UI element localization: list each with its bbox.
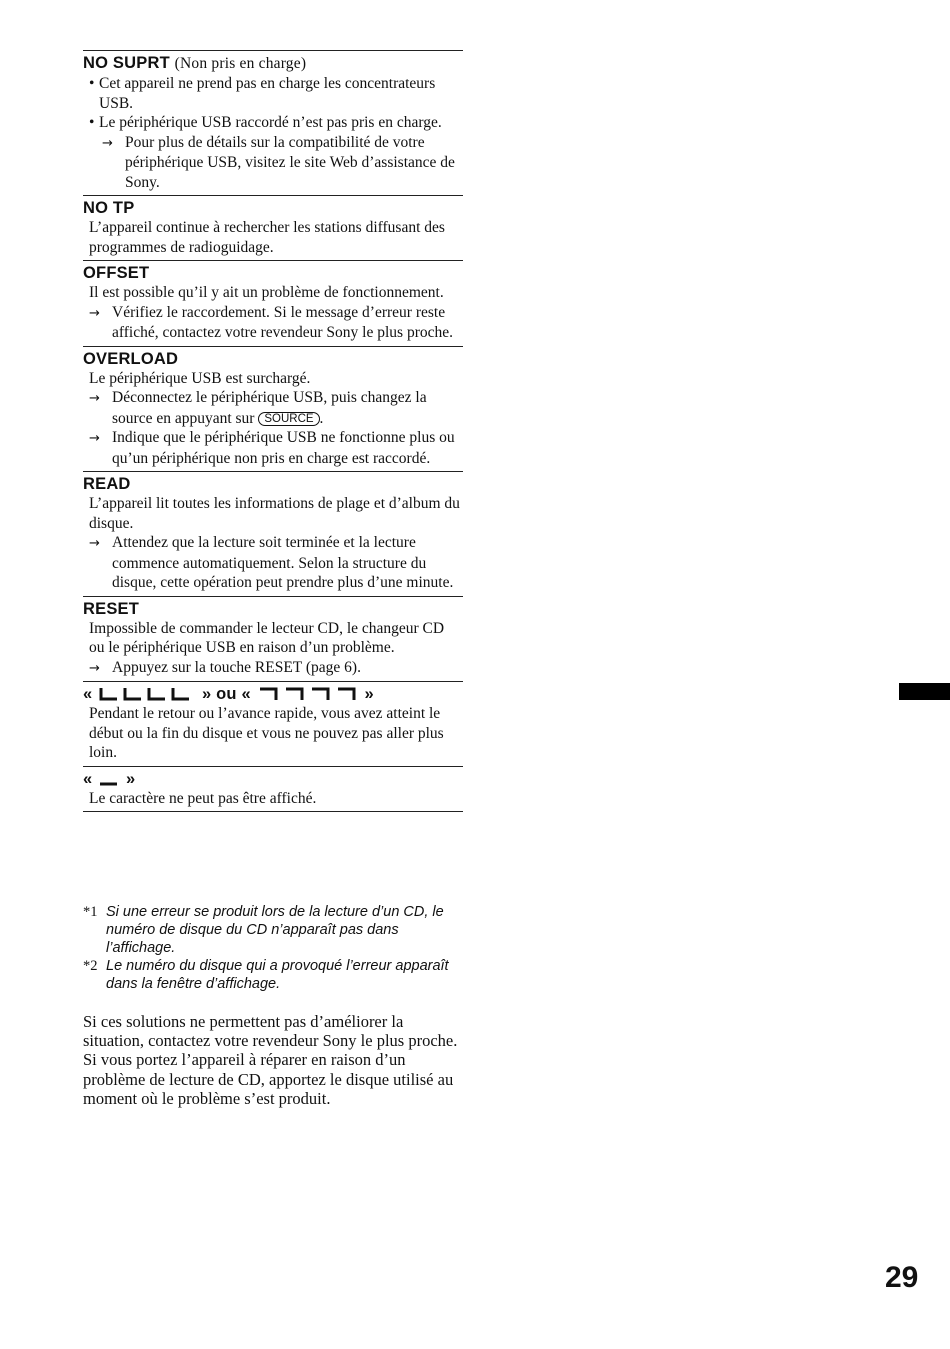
entry-description: Impossible de commander le lecteur CD, le changeur CD ou le périphérique USB en raison d’un problème. [89,619,445,656]
entry-reset [83,596,463,682]
dash-glyph-icon [97,772,121,786]
entry-title: READ [83,475,131,493]
entry-title-note: (Non pris en charge) [174,55,307,72]
entry-title: NO TP [83,199,135,217]
bullet-item: • Cet appareil ne prend pas en charge les concentrateurs USB. [83,74,463,113]
entry-description: Le caractère ne peut pas être affiché. [89,789,317,807]
arrow-icon: → [89,431,100,446]
entry-title: NO SUPRT [83,54,170,72]
page-number: 29 [885,1261,919,1294]
entry-description: L’appareil lit toutes les informations de plage et d’album du disque. [89,495,460,532]
remedy-item: → Pour plus de détails sur la compatibilité de votre périphérique USB, visitez le site Web d’assistance de Sony. [102,133,455,191]
closing-paragraph: Si vous portez l’appareil à réparer en raison d’un problème de lecture de CD, apportez le disque utilisé au moment où le problème s’est produit. [83,1050,454,1108]
bullet-item: • Le périphérique USB raccordé n’est pas pris en charge. [83,113,463,133]
closing-text [83,1012,463,1108]
arrow-icon: → [102,135,113,151]
entry-description: L’appareil continue à rechercher les stations diffusant des programmes de radioguidage. [89,219,445,256]
entry-no-suprt [83,50,463,195]
closing-paragraph: Si ces solutions ne permettent pas d’améliorer la situation, contactez votre revendeur Sony le plus proche. [83,1012,458,1051]
source-button-label: SOURCE [258,412,319,426]
remedy-item: → Attendez que la lecture soit terminée et la lecture commence automatiquement. Selon la structure du disque, cette opération peut prendre plus d’une minute. [89,534,454,591]
entry-no-tp [83,195,463,260]
entry-description: Pendant le retour ou l’avance rapide, vous avez atteint le début ou la fin du disque et vous ne pouvez pas aller plus loin. [89,705,444,761]
entry-title: « » ou « » [83,685,374,703]
lower-hook-glyphs-icon [97,687,197,701]
troubleshooting-list [83,50,463,812]
entry-overload [83,346,463,472]
footnote: *1 Si une erreur se produit lors de la lecture d’un CD, le numéro de disque du CD n’apparaît pas dans l’affichage. [83,904,444,956]
remedy-item: → Indique que le périphérique USB ne fonctionne plus ou qu’un périphérique non pris en charge est raccordé. [89,429,455,467]
remedy-item: → Appuyez sur la touche RESET (page 6). [83,658,463,679]
entry-title: OVERLOAD [83,349,179,368]
entry-title: OFFSET [83,264,150,282]
entry-undisplayable-char [83,766,463,813]
arrow-icon: → [89,536,100,551]
remedy-item: → Vérifiez le raccordement. Si le message d’erreur reste affiché, contactez votre revendeur Sony le plus proche. [89,303,453,341]
entry-description: Il est possible qu’il y ait un problème de fonctionnement. [89,284,444,301]
entry-segment-limits [83,681,463,766]
section-thumb-tab [899,683,950,700]
entry-title: RESET [83,599,140,618]
remedy-item: → Déconnectez le périphérique USB, puis changez la source en appuyant sur SOURCE . [89,389,427,427]
entry-title: « » [83,769,136,788]
arrow-icon: → [89,660,100,676]
arrow-icon: → [89,391,100,406]
entry-offset [83,260,463,346]
footnote: *2 Le numéro du disque qui a provoqué l’erreur apparaît dans la fenêtre d’affichage. [83,958,449,992]
entry-description: Le périphérique USB est surchargé. [89,369,311,387]
upper-hook-glyphs-icon [256,687,360,701]
entry-read [83,471,463,596]
footnotes [83,903,463,993]
arrow-icon: → [89,305,100,321]
